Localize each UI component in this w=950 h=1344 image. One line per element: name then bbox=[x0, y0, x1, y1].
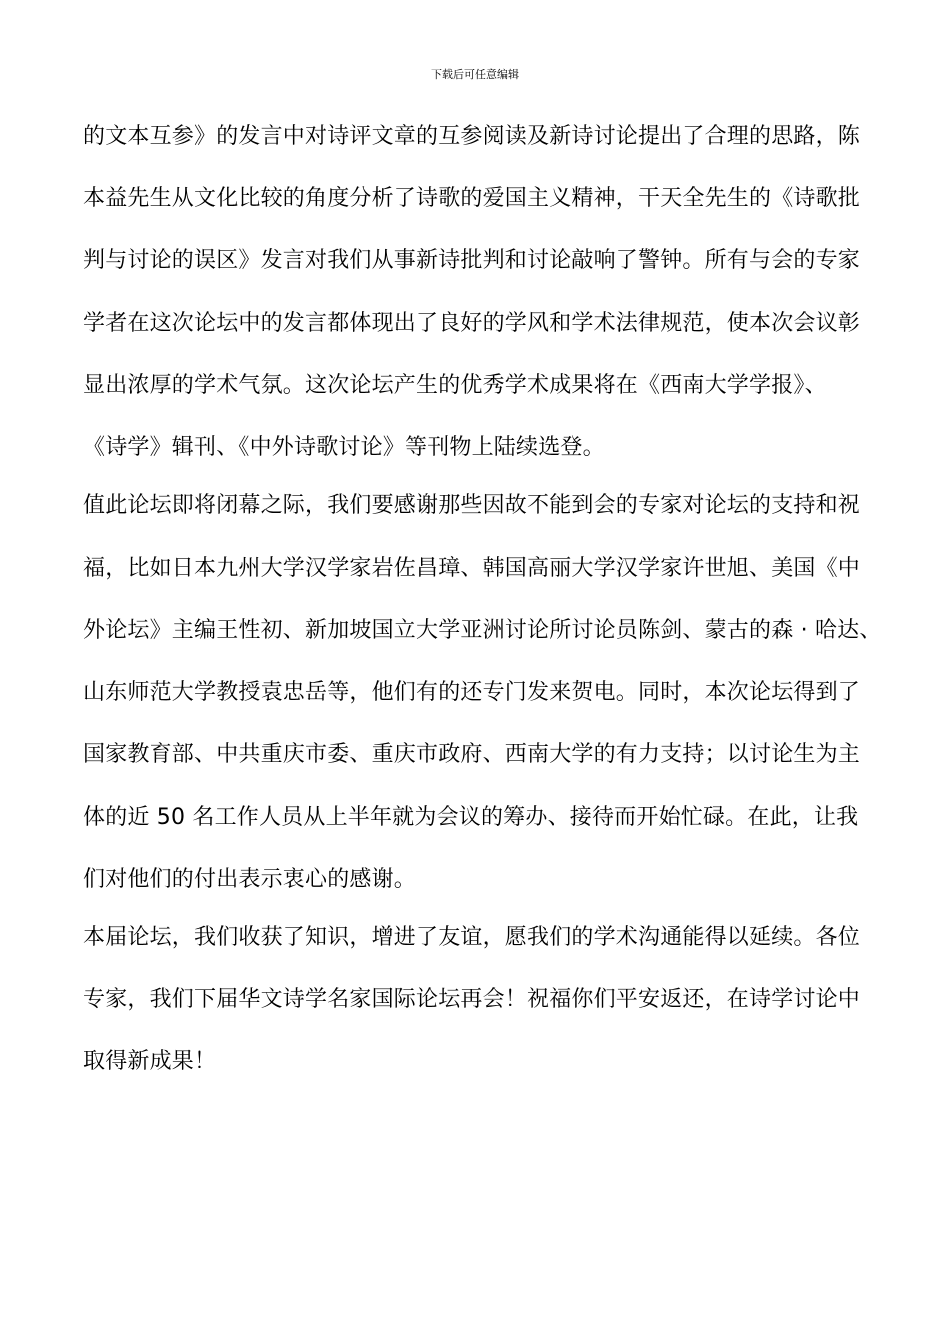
paragraph-line: 值此论坛即将闭幕之际，我们要感谢那些因故不能到会的专家对论坛的支持和祝 bbox=[83, 493, 861, 518]
paragraph-line: 外论坛》主编王性初、新加坡国立大学亚洲讨论所讨论员陈剑、蒙古的森 · 哈达、 bbox=[83, 618, 882, 643]
paragraph-line: 判与讨论的误区》发言对我们从事新诗批判和讨论敲响了警钟。所有与会的专家 bbox=[83, 248, 861, 273]
paragraph-line: 专家，我们下届华文诗学名家国际论坛再会！祝福你们平安返还，在诗学讨论中 bbox=[83, 987, 861, 1012]
page-header: 下载后可任意编辑 bbox=[431, 68, 519, 81]
paragraph-line: 福，比如日本九州大学汉学家岩佐昌璋、韩国高丽大学汉学家许世旭、美国《中 bbox=[83, 556, 861, 581]
paragraph-line: 体的近 50 名工作人员从上半年就为会议的筹办、接待而开始忙碌。在此，让我 bbox=[83, 805, 859, 830]
paragraph-line: 本届论坛，我们收获了知识，增进了友谊，愿我们的学术沟通能得以延续。各位 bbox=[83, 925, 861, 950]
paragraph-line: 学者在这次论坛中的发言都体现出了良好的学风和学术法律规范，使本次会议彰 bbox=[83, 311, 861, 336]
paragraph-line: 取得新成果！ bbox=[83, 1049, 217, 1074]
paragraph-line: 国家教育部、中共重庆市委、重庆市政府、西南大学的有力支持；以讨论生为主 bbox=[83, 742, 861, 767]
paragraph-line: 的文本互参》的发言中对诗评文章的互参阅读及新诗讨论提出了合理的思路，陈 bbox=[83, 124, 861, 149]
paragraph-line: 《诗学》辑刊、《中外诗歌讨论》等刊物上陆续选登。 bbox=[83, 435, 605, 460]
paragraph-line: 显出浓厚的学术气氛。这次论坛产生的优秀学术成果将在《西南大学学报》、 bbox=[83, 373, 827, 398]
paragraph-line: 山东师范大学教授袁忠岳等，他们有的还专门发来贺电。同时，本次论坛得到了 bbox=[83, 680, 861, 705]
paragraph-line: 们对他们的付出表示衷心的感谢。 bbox=[83, 867, 417, 892]
paragraph-line: 本益先生从文化比较的角度分析了诗歌的爱国主义精神，干天全先生的《诗歌批 bbox=[83, 186, 861, 211]
